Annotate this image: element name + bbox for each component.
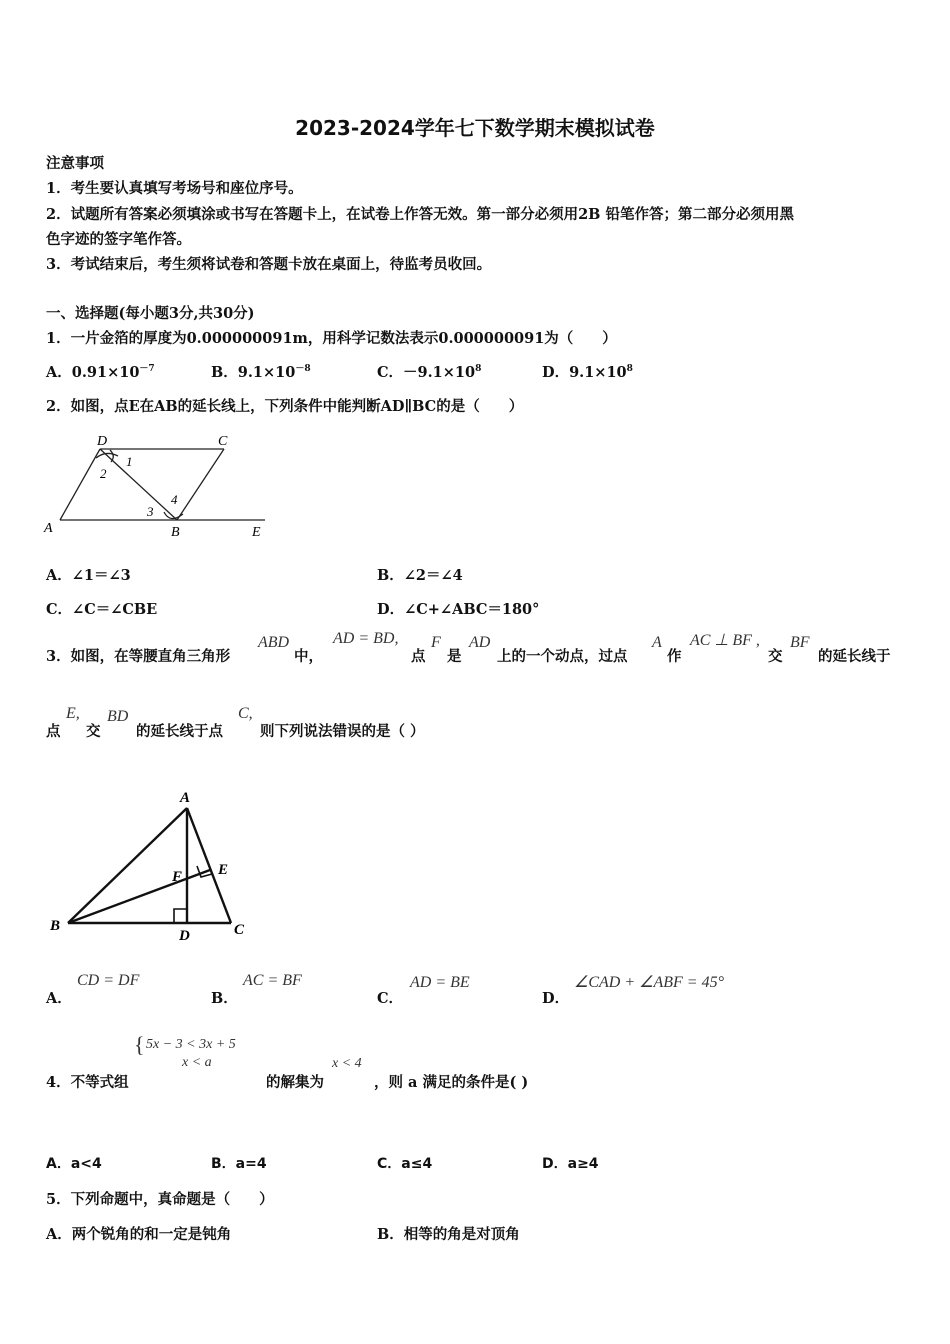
label-angle-4: 4 [171,492,178,507]
q3-option-c-label: C． [377,990,404,1007]
q2-option-a: A．∠1＝∠3 [46,567,131,584]
q2-option-c: C．∠C＝∠CBE [46,601,158,618]
q1-option-a: A．$0.91\times 10^{-7}$ [46,364,155,381]
label-angle-1: 1 [126,454,133,469]
q3-math: AD [469,634,491,651]
notice-item: 1．考生要认真填写考场号和座位序号。 [46,180,303,197]
q1-stem: 1．一片金箔的厚度为0.000000091m，用科学记数法表示0.000000091为（ ） [46,330,617,347]
q3-stem-text: 作 [667,648,682,665]
q5-option-b: B．相等的角是对顶角 [377,1226,520,1243]
q3-math: BF [790,634,810,651]
q3-stem-text: 3．如图，在等腰直角三角形 [46,648,231,665]
notice-heading: 注意事项 [46,155,104,172]
label-b: B [171,525,180,540]
q3-math: AC ⊥ BF , [690,632,760,649]
q3-stem-text: 的延长线于 [818,648,891,665]
q4-stem-text: 的解集为 [266,1074,324,1091]
label-e: E [218,862,229,878]
q3-option-b-label: B． [211,990,238,1007]
q3-stem-text: 上的一个动点，过点 [497,648,628,665]
q3-option-c-expr: AD = BE [410,974,470,991]
q3-option-d-expr: ∠CAD + ∠ABF = 45° [574,974,724,991]
q1-option-c: C．$-9.1\times 10^8$ [377,364,482,381]
q2-stem: 2．如图，点E在AB的延长线上，下列条件中能判断AD∥BC的是（ ） [46,398,524,415]
q4-option-b: B．a=4 [211,1156,267,1172]
label-c: C [218,434,228,449]
notice-item: 色字迹的签字笔作答。 [46,231,191,248]
label-angle-3: 3 [147,504,154,519]
q3-stem-text: 交 [86,723,101,740]
angle-arc-1 [110,450,113,462]
q3-option-a-expr: CD = DF [77,972,140,989]
q3-math: F [431,634,441,651]
q2-option-d: D．∠C+∠ABC＝180° [377,601,540,618]
q5-option-a: A．两个锐角的和一定是钝角 [46,1226,232,1243]
label-angle-2: 2 [100,466,107,481]
label-f: F [172,869,183,885]
q3-stem-text: 的延长线于点 [136,723,223,740]
line-db [100,449,177,520]
q1-option-b: B．$9.1\times 10^{-8}$ [211,364,311,381]
page-title: 2023-2024学年七下数学期末模拟试卷 [295,116,655,140]
q3-math: E, [66,705,80,722]
q3-option-a-label: A． [46,990,72,1007]
q3-stem-text: 是 [447,648,462,665]
q4-option-d: D．a≥4 [542,1156,599,1172]
q3-stem-text: 点 [411,648,426,665]
section-heading: 一、选择题(每小题3分,共30分) [46,305,255,322]
q4-option-a: A．a<4 [46,1156,102,1172]
q4-brace: { [134,1032,145,1057]
q3-math: AD = BD, [333,630,399,647]
label-a: A [180,790,191,806]
notice-item: 3．考试结束后，考生须将试卷和答题卡放在桌面上，待监考员收回。 [46,256,492,273]
q3-figure [40,782,260,947]
right-angle-d [174,909,187,923]
label-c: C [234,922,245,938]
q4-stem-text: 4．不等式组 [46,1074,129,1091]
q3-math: ABD [258,634,290,651]
label-a: A [44,521,53,536]
q3-stem-text: 交 [768,648,783,665]
side-ab [68,808,187,923]
q2-option-b: B．∠2＝∠4 [377,567,463,584]
segment-be [68,870,210,923]
q3-option-d-label: D． [542,990,570,1007]
q1-option-d: D．$9.1\times 10^8$ [542,364,633,381]
q3-math: C, [238,705,253,722]
q3-option-b-expr: AC = BF [243,972,302,989]
label-d: D [97,434,108,449]
q4-inequality-1: 5x − 3 < 3x + 5 [146,1037,236,1052]
q3-stem-text: 则下列说法错误的是（ ） [260,723,425,740]
q4-stem-text: ，则 a 满足的条件是( ) [374,1074,529,1091]
q3-math: BD [107,708,129,725]
q4-solution: x < 4 [332,1056,362,1071]
line-ad [60,449,100,520]
q2-figure [40,428,280,543]
q4-option-c: C．a≤4 [377,1156,433,1172]
line-cb [177,449,224,520]
q3-stem-text: 中， [294,648,323,665]
q3-math: A [652,634,662,651]
q4-inequality-2: x < a [182,1055,212,1070]
label-b: B [50,918,61,934]
q5-stem: 5．下列命题中，真命题是（ ） [46,1191,274,1208]
label-d: D [179,928,190,944]
label-e: E [252,525,261,540]
notice-item: 2．试题所有答案必须填涂或书写在答题卡上，在试卷上作答无效。第一部分必须用2B 铅笔作答；第二部分必须用黑 [46,206,794,223]
q3-stem-text: 点 [46,723,61,740]
